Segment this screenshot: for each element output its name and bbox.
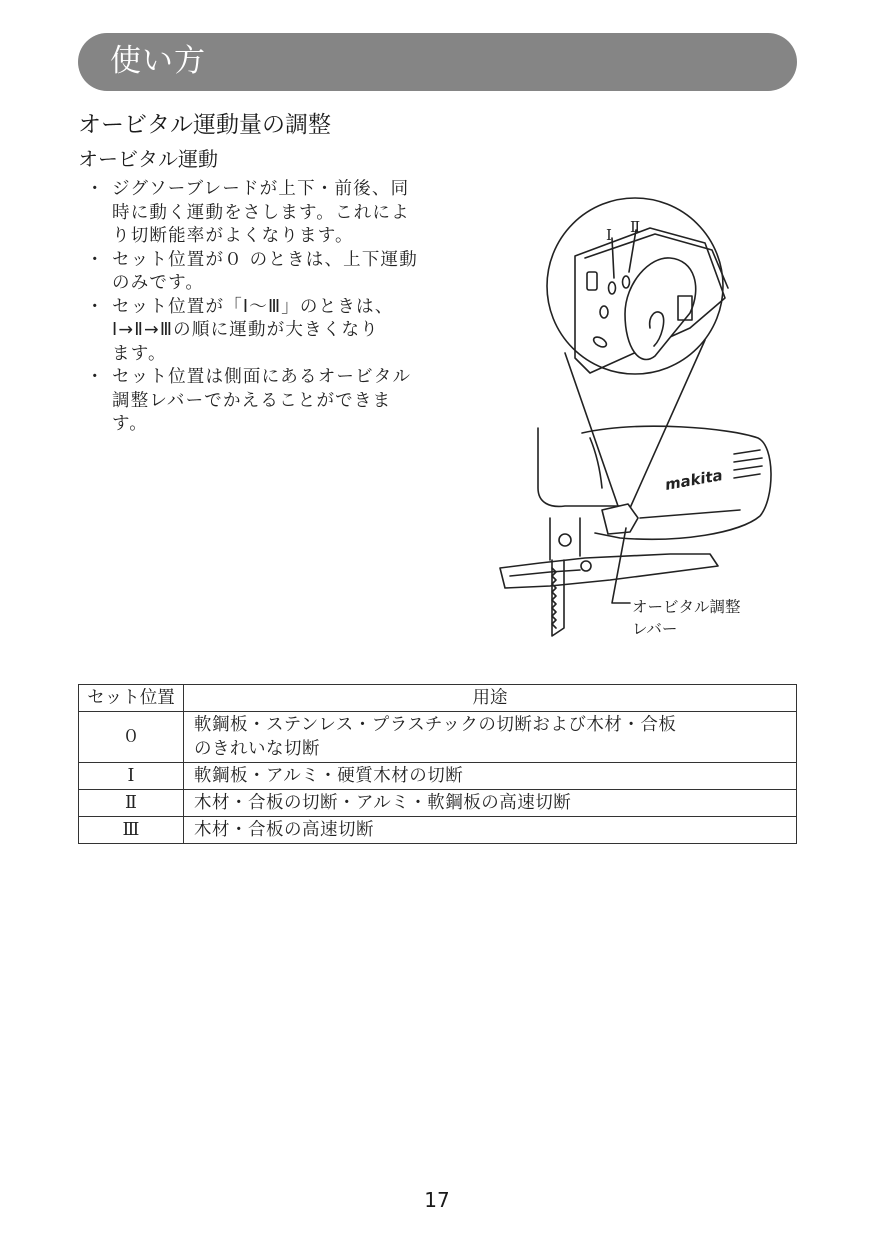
tool-lever [602, 504, 638, 534]
cell-use: 木材・合板の切断・アルミ・軟鋼板の高速切断 [184, 790, 797, 817]
bullet-marker: ・ [86, 296, 105, 317]
jigsaw-drawing [490, 188, 790, 648]
table-row [79, 790, 797, 817]
usage-table [78, 684, 797, 844]
bullet-line: り切断能率がよくなります。 [112, 226, 354, 246]
bullet-line: セット位置が「Ⅰ～Ⅲ」のときは、 [112, 296, 394, 317]
bullet-marker: ・ [86, 179, 105, 199]
callout-line: レバー [632, 620, 678, 638]
cell-use: 軟鋼板・アルミ・硬質木材の切断 [184, 763, 797, 790]
bullet-marker: ・ [86, 367, 105, 387]
jigsaw-body-seam [590, 438, 602, 488]
header-use: 用途 [184, 685, 797, 712]
bullet-line: セット位置は側面にあるオービタル [112, 367, 412, 387]
bullet-line: ジグソーブレードが上下・前後、同 [112, 179, 410, 199]
bullet-marker: ・ [86, 249, 105, 270]
bullet-line: す。 [112, 414, 148, 434]
jigsaw-rear [538, 428, 620, 506]
header-set-position: セット位置 [79, 685, 184, 712]
base-plate-edge [510, 570, 580, 576]
bullet-item [80, 366, 460, 437]
bullet-line: 調整レバーでかえることができま [112, 390, 392, 411]
cell-use [184, 712, 797, 763]
header-bar [78, 33, 797, 91]
jigsaw-illustration [490, 188, 790, 648]
cell-use-line: のきれいな切断 [194, 739, 320, 759]
cell-position: Ⅰ [79, 763, 184, 790]
cell-position: ０ [79, 712, 184, 763]
table-row [79, 712, 797, 763]
callout-line-left [565, 353, 618, 506]
section-title: オービタル運動量の調整 [78, 112, 331, 138]
roller [559, 534, 571, 546]
marker-1-label: Ⅰ [606, 226, 612, 244]
brand-logo: makita [663, 466, 724, 494]
bullet-item [80, 296, 460, 367]
blade-guide [550, 518, 580, 560]
bullet-line: ます。 [112, 343, 167, 364]
cell-position: Ⅲ [79, 817, 184, 844]
table-row [79, 763, 797, 790]
header-title: 使い方 [110, 43, 206, 79]
callout-line: オービタル調整 [632, 598, 741, 616]
roller-bolt [581, 561, 591, 571]
page-number: 17 [424, 1188, 450, 1212]
table-header-row [79, 685, 797, 712]
bullet-item [80, 178, 460, 249]
cell-use: 木材・合板の高速切断 [184, 817, 797, 844]
marker-2-label: Ⅱ [630, 218, 641, 236]
cell-position: Ⅱ [79, 790, 184, 817]
bullet-line: 時に動く運動をさします。これによ [112, 202, 410, 223]
base-plate [500, 554, 718, 588]
bullet-item [80, 249, 460, 296]
bullet-line: セット位置が０ のときは、上下運動 [112, 249, 418, 270]
bullet-list [80, 178, 460, 437]
vent-slots [734, 450, 762, 478]
table-row [79, 817, 797, 844]
jigsaw-body-line [640, 510, 740, 518]
lever-callout [632, 596, 741, 640]
cell-use-line: 軟鋼板・ステンレス・プラスチックの切断および木材・合板 [194, 715, 677, 735]
sub-title: オービタル運動 [78, 147, 218, 171]
bullet-line: のみです。 [112, 273, 205, 293]
bullet-line: Ⅰ→Ⅱ→Ⅲの順に運動が大きくなり [112, 320, 379, 340]
